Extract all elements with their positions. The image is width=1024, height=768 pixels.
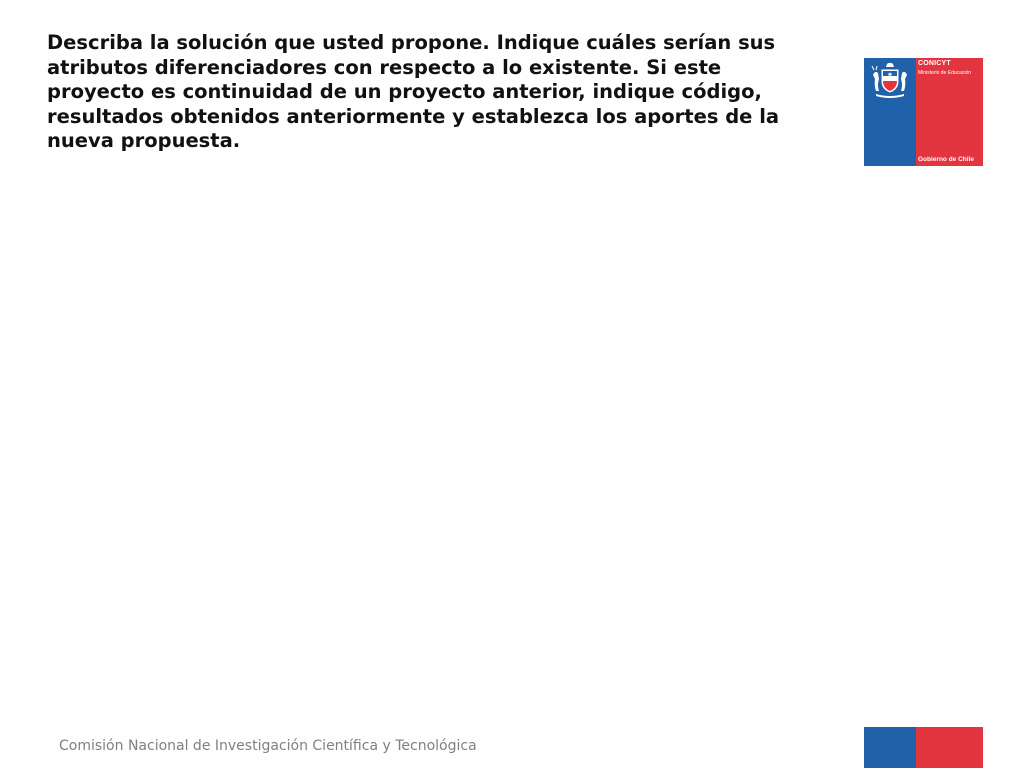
logo-brand-text: CONICYT xyxy=(918,60,951,67)
footer-bar-blue xyxy=(864,727,916,768)
slide-title: Describa la solución que usted propone. Indique cuáles serían sus atributos diferenciadores con respecto a lo existente. Si este proyecto es continuidad de un proyecto anterior, indique código, resultados obtenidos anteriormente y establezca los aportes de la nueva propuesta. xyxy=(47,31,780,152)
footer-bar-red xyxy=(916,727,983,768)
logo-government-text: Gobierno de Chile xyxy=(918,156,974,163)
coat-of-arms-icon xyxy=(867,61,913,99)
conicyt-logo xyxy=(864,58,983,166)
footer-institution-name: Comisión Nacional de Investigación Científica y Tecnológica xyxy=(59,738,477,754)
footer-color-bar xyxy=(864,727,983,768)
logo-red-panel xyxy=(916,58,983,166)
logo-ministry-text: Ministerio de Educación xyxy=(918,70,972,76)
logo-blue-panel xyxy=(864,58,916,166)
